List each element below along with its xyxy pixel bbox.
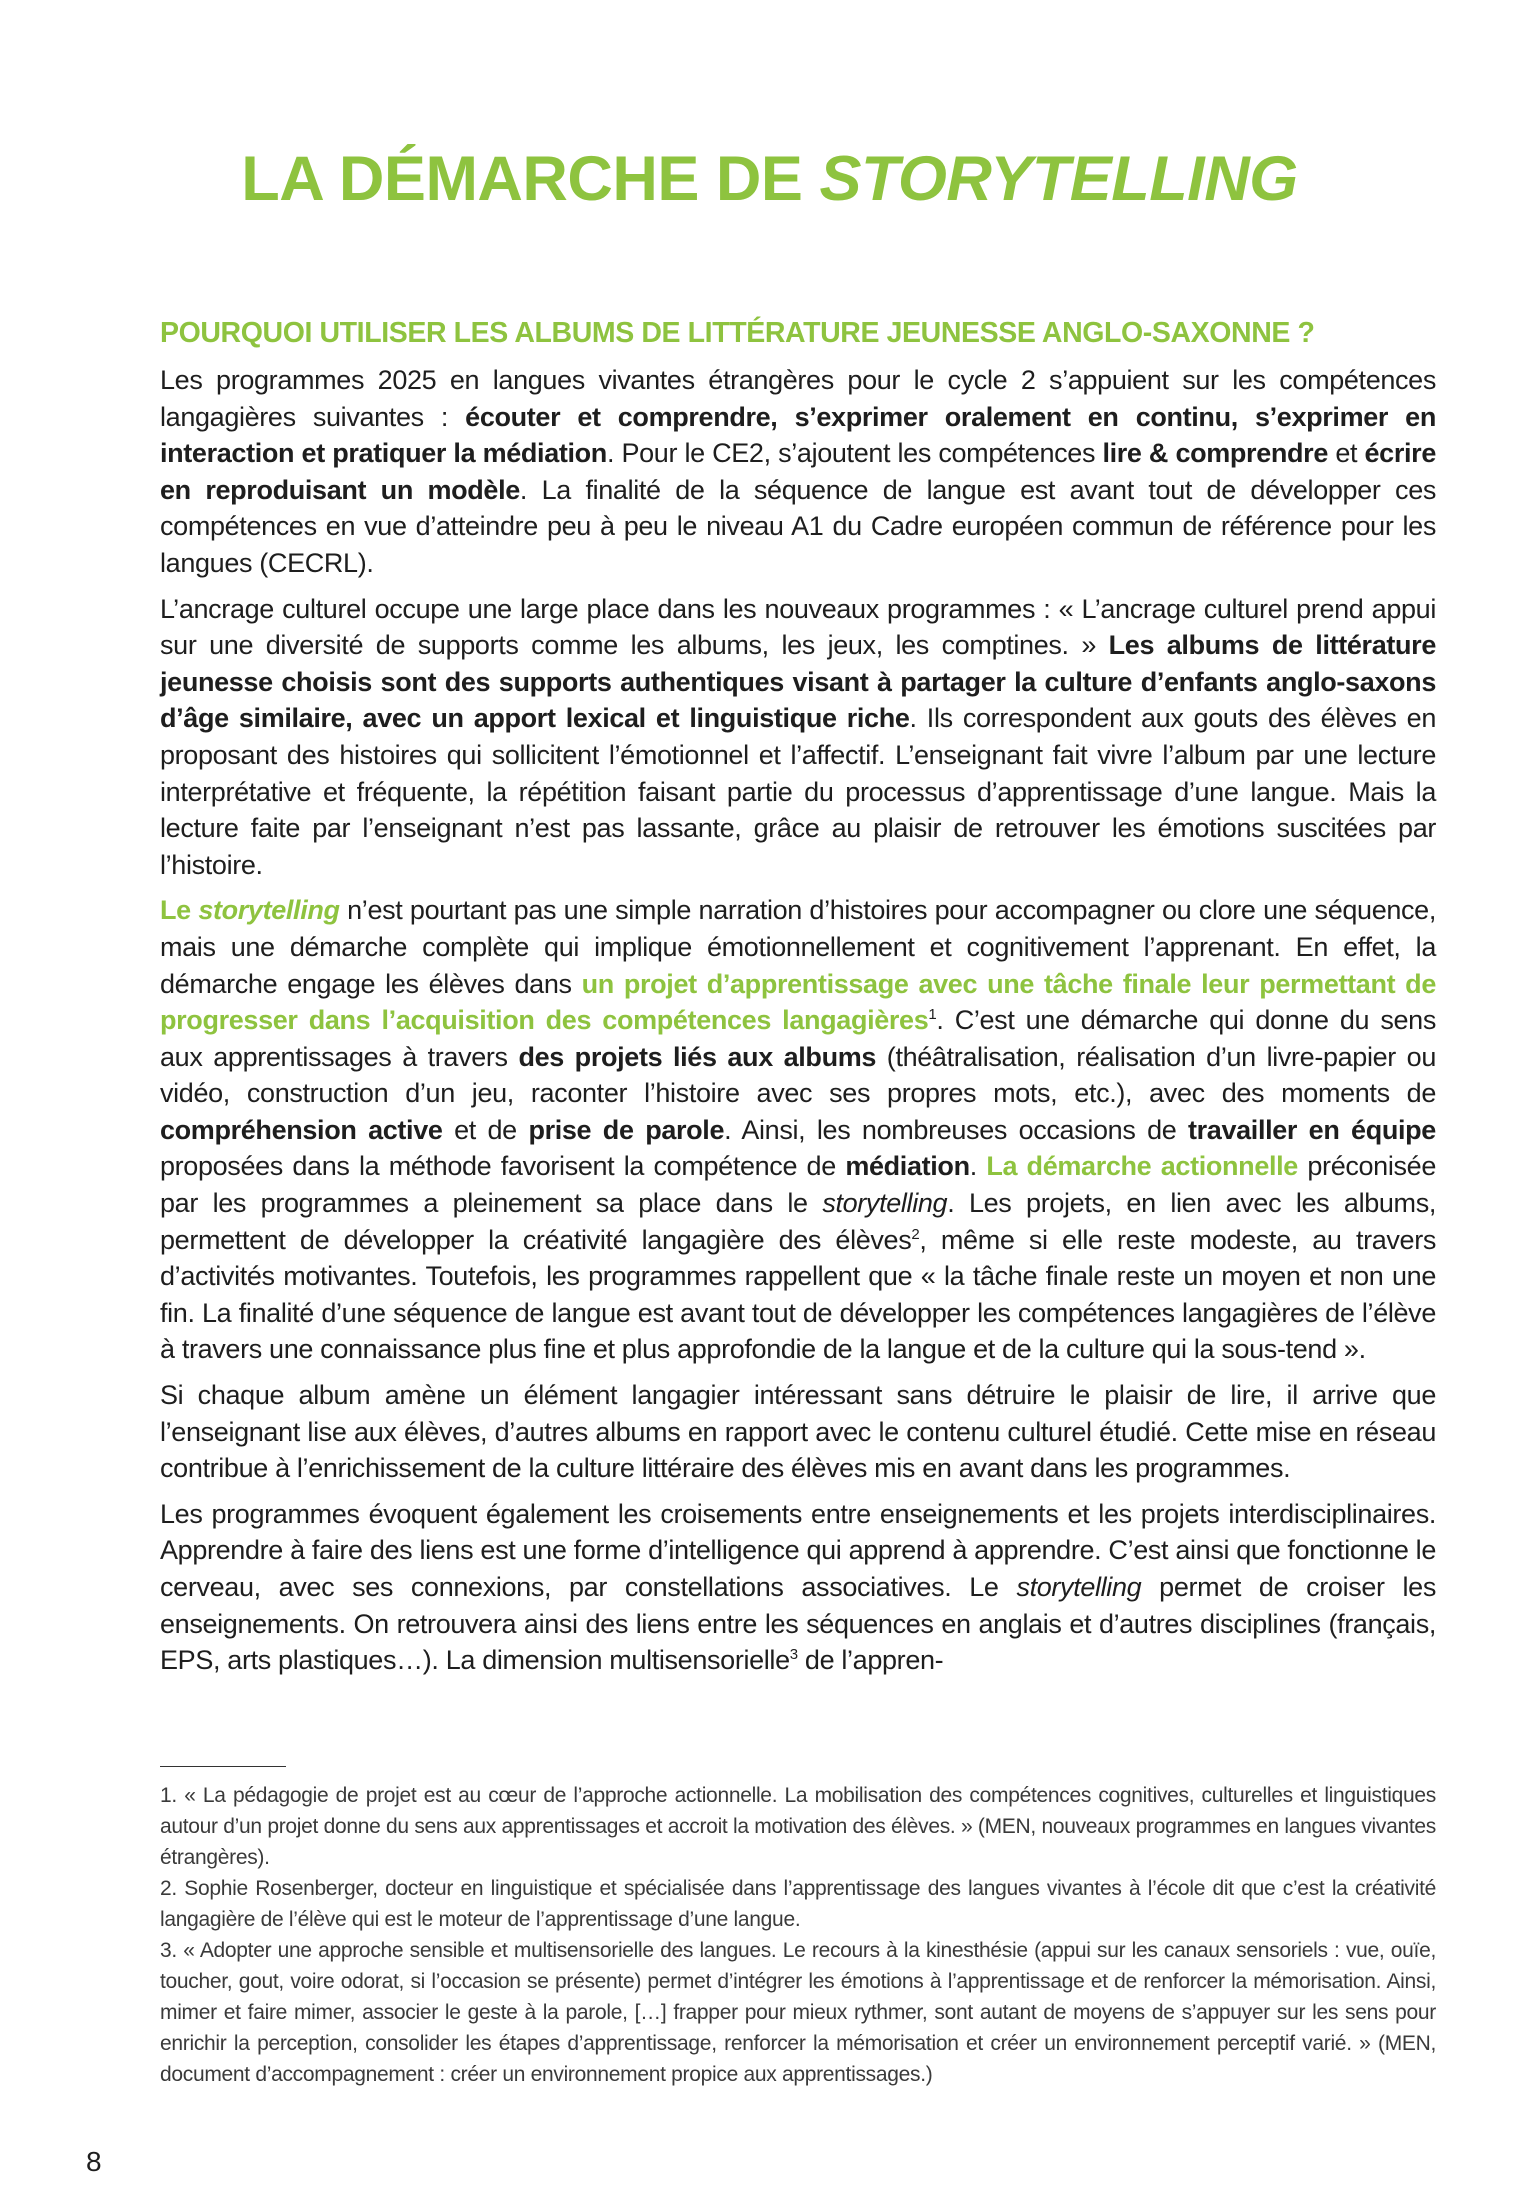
page-title-main: LA DÉMARCHE DE (241, 144, 820, 214)
footnote-ref-3: 3 (789, 1646, 798, 1664)
bold-span: lire & comprendre (1102, 438, 1328, 469)
bold-span: des projets liés aux albums (518, 1041, 877, 1072)
green-span: un projet d’apprentissage avec une tâche finale leur permettant de progresser dans l’acquisition des compétences langagières (160, 968, 1436, 1036)
text-span: . Ils correspondent aux gouts des élèves en proposant des histoires qui sollicitent l’émotionnel et l’affectif. L’enseignant fait vivre l’album par une lecture interprétative et fréquente, la répétition faisant partie du processus d’apprentissage d’une langue. Mais la lecture faite par l’enseignant n’est pas lassante, grâce au plaisir de retrouver les émotions suscitées par l’histoire. (160, 703, 1436, 880)
text-span: proposées dans la méthode favorisent la compétence de (160, 1151, 846, 1182)
text-span: . Les projets, en lien avec les albums, permettent de développer la créativité langagière des élèves (160, 1188, 1436, 1255)
paragraph-1 (160, 362, 1436, 582)
bold-span: prise de parole (528, 1114, 725, 1145)
text-span: n’est pourtant pas une simple narration d’histoires pour accompagner ou clore une séquence, mais une démarche complète qui implique émotionnellement et cognitivement l’apprenant. En effet, la démarche engage les élèves dans (160, 895, 1437, 999)
text-span: Les programmes évoquent également les croisements entre enseignements et les projets interdisciplinaires. Apprendre à faire des liens est une forme d’intelligence qui apprend à apprendre. C’est ainsi que fonctionne le cerveau, avec ses connexions, par constellations associatives. Le (160, 1498, 1436, 1602)
footnote-ref-2: 2 (911, 1225, 920, 1243)
bold-span: médiation (845, 1151, 970, 1182)
text-span: permet de croiser les enseignements. On retrouvera ainsi des liens entre les séquences en anglais et d’autres disciplines (français, EPS, arts plastiques…). La dimension multisensorielle (160, 1572, 1436, 1676)
footnote-ref-1: 1 (928, 1006, 937, 1024)
footnote-3: 3. « Adopter une approche sensible et multisensorielle des langues. Le recours à la kinesthésie (appui sur les canaux sensoriels : vue, ouïe, toucher, gout, voire odorat, si l’occasion se présente) permet d’intégrer les émotions à l’apprentissage et de renforcer la mémorisation. Ainsi, mimer et faire mimer, associer le geste à la parole, […] frapper pour mieux rythmer, sont autant de moyens de s’appuyer sur les sens pour enrichir la perception, consolider les étapes d’apprentissage, renforcer la mémorisation et créer un environnement perceptif varié. » (MEN, document d’accompagnement : créer un environnement propice aux apprentissages.) (160, 1939, 1436, 2086)
bold-span: compréhension active (160, 1114, 443, 1145)
paragraph-3 (160, 892, 1436, 1368)
footnote-2: 2. Sophie Rosenberger, docteur en linguistique et spécialisée dans l’apprentissage des langues vivantes à l’école dit que c’est la créativité langagière de l’élève qui est le moteur de l’apprentissage d’une langue. (160, 1877, 1436, 1931)
page-number: 8 (86, 2146, 102, 2177)
text-span: Les programmes 2025 en langues vivantes étrangères pour le cycle 2 s’appuient sur les compétences langagières suivantes : (160, 365, 1436, 432)
text-span: , même si elle reste modeste, au travers d’activités motivantes. Toutefois, les programmes rappellent que « la tâche finale reste un moyen et non une fin. La finalité d’une séquence de langue est avant tout de développer les compétences langagières de l’élève à travers une connaissance plus fine et plus approfondie de la langue et de la culture qui la sous-tend ». (160, 1224, 1437, 1365)
text-span: (théâtralisation, réalisation d’un livre-papier ou vidéo, construction d’un jeu, raconter l’histoire avec ses propres mots, etc.), avec des moments de (160, 1041, 1437, 1109)
text-span: Si chaque album amène un élément langagier intéressant sans détruire le plaisir de lire, il arrive que l’enseignant lise aux élèves, d’autres albums en rapport avec le contenu culturel étudié. Cette mise en réseau contribue à l’enrichissement de la culture littéraire des élèves mis en avant dans les programmes. (160, 1380, 1436, 1484)
paragraph-2 (160, 591, 1436, 884)
body-text (160, 362, 1436, 1688)
text-span: préconisée par les programmes a pleinement sa place dans le (160, 1151, 1436, 1219)
text-span: L’ancrage culturel occupe une large place dans les nouveaux programmes : « L’ancrage culturel prend appui sur une diversité de supports comme les albums, les jeux, les comptines. » (160, 593, 1436, 661)
section-heading: POURQUOI UTILISER LES ALBUMS DE LITTÉRATURE JEUNESSE ANGLO-SAXONNE ? (160, 317, 1315, 349)
text-span: et (1327, 438, 1365, 469)
bold-span: Les albums de littérature jeunesse choisis sont des supports authentiques visant à partager la culture d’enfants anglo-saxons d’âge similaire, avec un apport lexical et linguistique riche (160, 630, 1436, 734)
bold-span: travailler en équipe (1188, 1114, 1436, 1145)
text-span: . C’est une démarche qui donne du sens aux apprentissages à travers (160, 1005, 1436, 1072)
paragraph-4 (160, 1377, 1436, 1487)
italic-span: storytelling (822, 1188, 948, 1219)
bold-span: écouter et comprendre, s’exprimer oralement en continu, s’exprimer en interaction et pratiquer la médiation (160, 401, 1436, 469)
page-title-emphasis: STORYTELLING (819, 144, 1298, 214)
green-span: La démarche actionnelle (986, 1151, 1298, 1182)
bold-span: écrire en reproduisant un modèle (160, 438, 1436, 505)
italic-span: storytelling (1016, 1572, 1142, 1602)
text-span: . (969, 1151, 987, 1182)
text-span: . Pour le CE2, s’ajoutent les compétences (606, 438, 1103, 469)
green-italic-span: storytelling (198, 895, 340, 926)
green-span: Le (160, 895, 199, 926)
footnote-divider (160, 1766, 286, 1767)
text-span: de l’appren- (797, 1645, 944, 1676)
page-title (0, 144, 1539, 214)
footnote-1: 1. « La pédagogie de projet est au cœur de l’approche actionnelle. La mobilisation des compétences cognitives, culturelles et linguistiques autour d’un projet donne du sens aux apprentissages et accroit la motivation des élèves. » (MEN, nouveaux programmes en langues vivantes étrangères). (160, 1784, 1436, 1869)
text-span: et de (442, 1114, 529, 1145)
text-span: . La finalité de la séquence de langue est avant tout de développer ces compétences en vue d’atteindre peu à peu le niveau A1 du Cadre européen commun de référence pour les langues (CECRL). (160, 474, 1437, 578)
paragraph-5 (160, 1496, 1436, 1679)
footnotes (160, 1780, 1436, 2090)
text-span: . Ainsi, les nombreuses occasions de (724, 1114, 1188, 1145)
